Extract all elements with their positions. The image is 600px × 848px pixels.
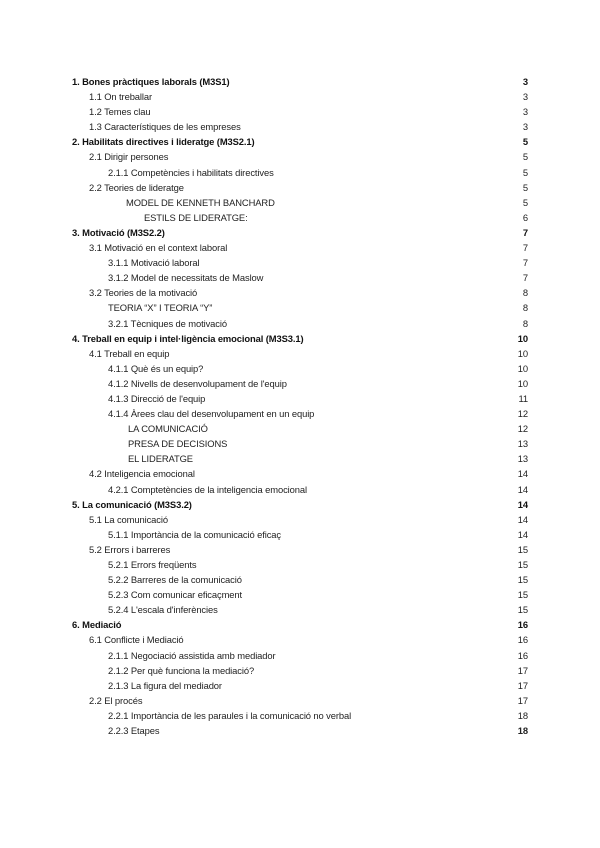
toc-entry[interactable]	[72, 648, 528, 663]
toc-entry-title: LA COMUNICACIÓ	[128, 423, 208, 435]
toc-entry[interactable]	[72, 406, 528, 421]
toc-entry[interactable]	[72, 451, 528, 466]
toc-entry[interactable]	[72, 210, 528, 225]
toc-entry[interactable]	[72, 723, 528, 738]
toc-entry-title: 3.2 Teories de la motivació	[89, 287, 198, 299]
toc-entry[interactable]	[72, 376, 528, 391]
toc-entry-title: 1.1 On treballar	[89, 91, 153, 103]
toc-entry-title: 2.2.3 Etapes	[108, 725, 160, 737]
toc-entry[interactable]	[72, 134, 528, 149]
toc-entry-title: 4.1.3 Direcció de l'equip	[108, 392, 206, 404]
toc-entry-title: 5.2.2 Barreres de la comunicació	[108, 574, 242, 586]
toc-entry[interactable]	[72, 572, 528, 587]
toc-entry[interactable]	[72, 482, 528, 497]
toc-entry[interactable]	[72, 180, 528, 195]
toc-entry-title: EL LIDERATGE	[128, 453, 193, 465]
toc-entry-title: 4.1 Treball en equip	[89, 347, 170, 359]
table-of-contents	[72, 74, 528, 738]
toc-entry-page: 10	[517, 347, 528, 359]
toc-entry-page: 14	[517, 513, 528, 525]
toc-entry-page: 8	[522, 317, 528, 329]
toc-entry-title: 2.1.3 La figura del mediador	[108, 679, 222, 691]
toc-entry[interactable]	[72, 165, 528, 180]
toc-entry-page: 13	[517, 438, 528, 450]
toc-entry-title: 2.1 Dirigir persones	[89, 151, 169, 163]
toc-entry-page: 12	[517, 423, 528, 435]
toc-entry-title: 4.1.2 Nivells de desenvolupament de l'equip	[108, 377, 287, 389]
toc-entry-title: 2. Habilitats directives i lideratge (M3S2.1)	[72, 136, 255, 148]
toc-entry-title: 5.1.1 Importància de la comunicació eficaç	[108, 528, 281, 540]
toc-entry-page: 14	[517, 483, 528, 495]
toc-entry[interactable]	[72, 708, 528, 723]
toc-entry-page: 15	[517, 559, 528, 570]
toc-entry-page: 14	[517, 498, 528, 510]
toc-entry-page: 15	[517, 574, 528, 586]
toc-entry-page: 15	[517, 604, 528, 616]
toc-entry[interactable]	[72, 557, 528, 572]
toc-entry[interactable]	[72, 285, 528, 300]
toc-entry-page: 14	[517, 468, 528, 480]
toc-entry-page: 15	[517, 543, 528, 555]
toc-entry-title: ESTILS DE LIDERATGE:	[144, 211, 248, 223]
toc-entry[interactable]	[72, 270, 528, 285]
toc-entry[interactable]	[72, 119, 528, 134]
toc-entry-page: 6	[522, 211, 528, 223]
toc-entry-page: 8	[522, 302, 528, 314]
toc-entry-page: 10	[517, 377, 528, 389]
toc-entry-title: 1.3 Característiques de les empreses	[89, 121, 241, 133]
toc-entry-page: 18	[517, 725, 528, 737]
toc-entry-title: 2.2.1 Importància de les paraules i la comunicació no verbal	[108, 709, 352, 721]
toc-entry-page: 7	[522, 242, 528, 254]
toc-entry-page: 7	[522, 226, 528, 238]
toc-entry[interactable]	[72, 89, 528, 104]
toc-entry-page: 8	[522, 287, 528, 299]
toc-entry-title: 2.1.2 Per què funciona la mediació?	[108, 664, 255, 676]
toc-entry[interactable]	[72, 391, 528, 406]
toc-entry-page: 17	[517, 694, 528, 706]
toc-entry-page: 5	[522, 196, 528, 208]
toc-entry[interactable]	[72, 602, 528, 617]
toc-entry-title: 3.1 Motivació en el context laboral	[89, 242, 228, 254]
toc-entry-page: 7	[522, 257, 528, 269]
toc-entry[interactable]	[72, 149, 528, 164]
toc-entry[interactable]	[72, 74, 528, 89]
toc-entry-title: MODEL DE KENNETH BANCHARD	[126, 196, 275, 208]
toc-entry-title: 6.1 Conflicte i Mediació	[89, 634, 184, 646]
toc-entry-page: 10	[517, 332, 528, 344]
toc-entry[interactable]	[72, 542, 528, 557]
toc-entry-page: 14	[517, 528, 528, 540]
toc-entry-title: 1.2 Temes clau	[89, 106, 151, 118]
toc-entry[interactable]	[72, 436, 528, 451]
toc-entry[interactable]	[72, 421, 528, 436]
toc-entry-title: 4.1.4 Àrees clau del desenvolupament en un equip	[108, 408, 315, 420]
toc-entry[interactable]	[72, 466, 528, 481]
toc-entry-title: 4.2 Inteligencia emocional	[89, 468, 195, 480]
toc-entry[interactable]	[72, 512, 528, 527]
toc-entry[interactable]	[72, 361, 528, 376]
toc-entry[interactable]	[72, 632, 528, 647]
toc-entry-title: 2.2 Teories de lideratge	[89, 181, 184, 193]
toc-entry[interactable]	[72, 316, 528, 331]
toc-entry-page: 5	[522, 151, 528, 163]
toc-entry[interactable]	[72, 300, 528, 315]
toc-entry-page: 5	[522, 166, 528, 178]
toc-entry-title: 2.1.1 Negociació assistida amb mediador	[108, 649, 276, 661]
toc-entry-title: 5.1 La comunicació	[89, 513, 168, 525]
toc-entry-page: 16	[517, 649, 528, 661]
toc-entry-page: 17	[517, 664, 528, 676]
toc-entry-page: 16	[517, 619, 528, 631]
toc-entry-title: 3. Motivació (M3S2.2)	[72, 226, 165, 238]
toc-entry-page: 12	[517, 408, 528, 420]
toc-entry[interactable]	[72, 195, 528, 210]
toc-entry-title: 2.1.1 Competències i habilitats directives	[108, 166, 274, 178]
toc-entry-page: 3	[522, 106, 528, 118]
toc-entry-page: 3	[522, 121, 528, 133]
toc-entry[interactable]	[72, 255, 528, 270]
toc-entry[interactable]	[72, 346, 528, 361]
toc-entry[interactable]	[72, 693, 528, 708]
toc-entry[interactable]	[72, 587, 528, 602]
toc-entry[interactable]	[72, 225, 528, 240]
toc-entry[interactable]	[72, 331, 528, 346]
toc-entry-page: 17	[517, 679, 528, 691]
toc-entry-page: 10	[517, 362, 528, 374]
toc-entry-title: 3.2.1 Tècniques de motivació	[108, 317, 227, 329]
toc-entry-page: 5	[522, 181, 528, 193]
toc-entry-page: 7	[522, 272, 528, 284]
toc-entry-page: 16	[517, 634, 528, 646]
toc-entry-page: 5	[522, 136, 528, 148]
toc-entry[interactable]	[72, 617, 528, 632]
toc-entry-page: 13	[517, 453, 528, 465]
toc-entry-title: 6. Mediació	[72, 619, 122, 631]
toc-entry[interactable]	[72, 663, 528, 678]
toc-entry-title: 3.1.2 Model de necessitats de Maslow	[108, 272, 264, 284]
toc-entry-title: 4. Treball en equip i intel·ligència emocional (M3S3.1)	[72, 332, 304, 344]
toc-entry-title: 5. La comunicació (M3S3.2)	[72, 498, 192, 510]
toc-entry-page: 15	[517, 589, 528, 601]
toc-entry-page: 3	[522, 91, 528, 103]
toc-entry-title: PRESA DE DECISIONS	[128, 438, 228, 450]
toc-entry[interactable]	[72, 678, 528, 693]
toc-entry-page: 11	[518, 392, 528, 404]
toc-entry-title: 5.2.1 Errors freqüents	[108, 559, 197, 570]
toc-entry-title: 5.2 Errors i barreres	[89, 543, 171, 555]
toc-entry[interactable]	[72, 497, 528, 512]
toc-entry[interactable]	[72, 104, 528, 119]
toc-entry-page: 18	[517, 709, 528, 721]
toc-entry-title: 1. Bones pràctiques laborals (M3S1)	[72, 76, 230, 87]
toc-entry-title: 2.2 El procés	[89, 694, 143, 706]
toc-entry-title: 4.2.1 Comptetències de la inteligencia emocional	[108, 483, 307, 495]
toc-entry-title: 5.2.3 Com comunicar eficaçment	[108, 589, 243, 601]
toc-entry-title: 4.1.1 Què és un equip?	[108, 362, 204, 374]
toc-entry[interactable]	[72, 527, 528, 542]
toc-entry-title: 5.2.4 L'escala d'inferències	[108, 604, 218, 616]
toc-entry-title: TEORIA “X” I TEORIA “Y”	[108, 302, 213, 314]
toc-entry-title: 3.1.1 Motivació laboral	[108, 257, 200, 269]
toc-entry[interactable]	[72, 240, 528, 255]
toc-entry-page: 3	[522, 76, 528, 87]
